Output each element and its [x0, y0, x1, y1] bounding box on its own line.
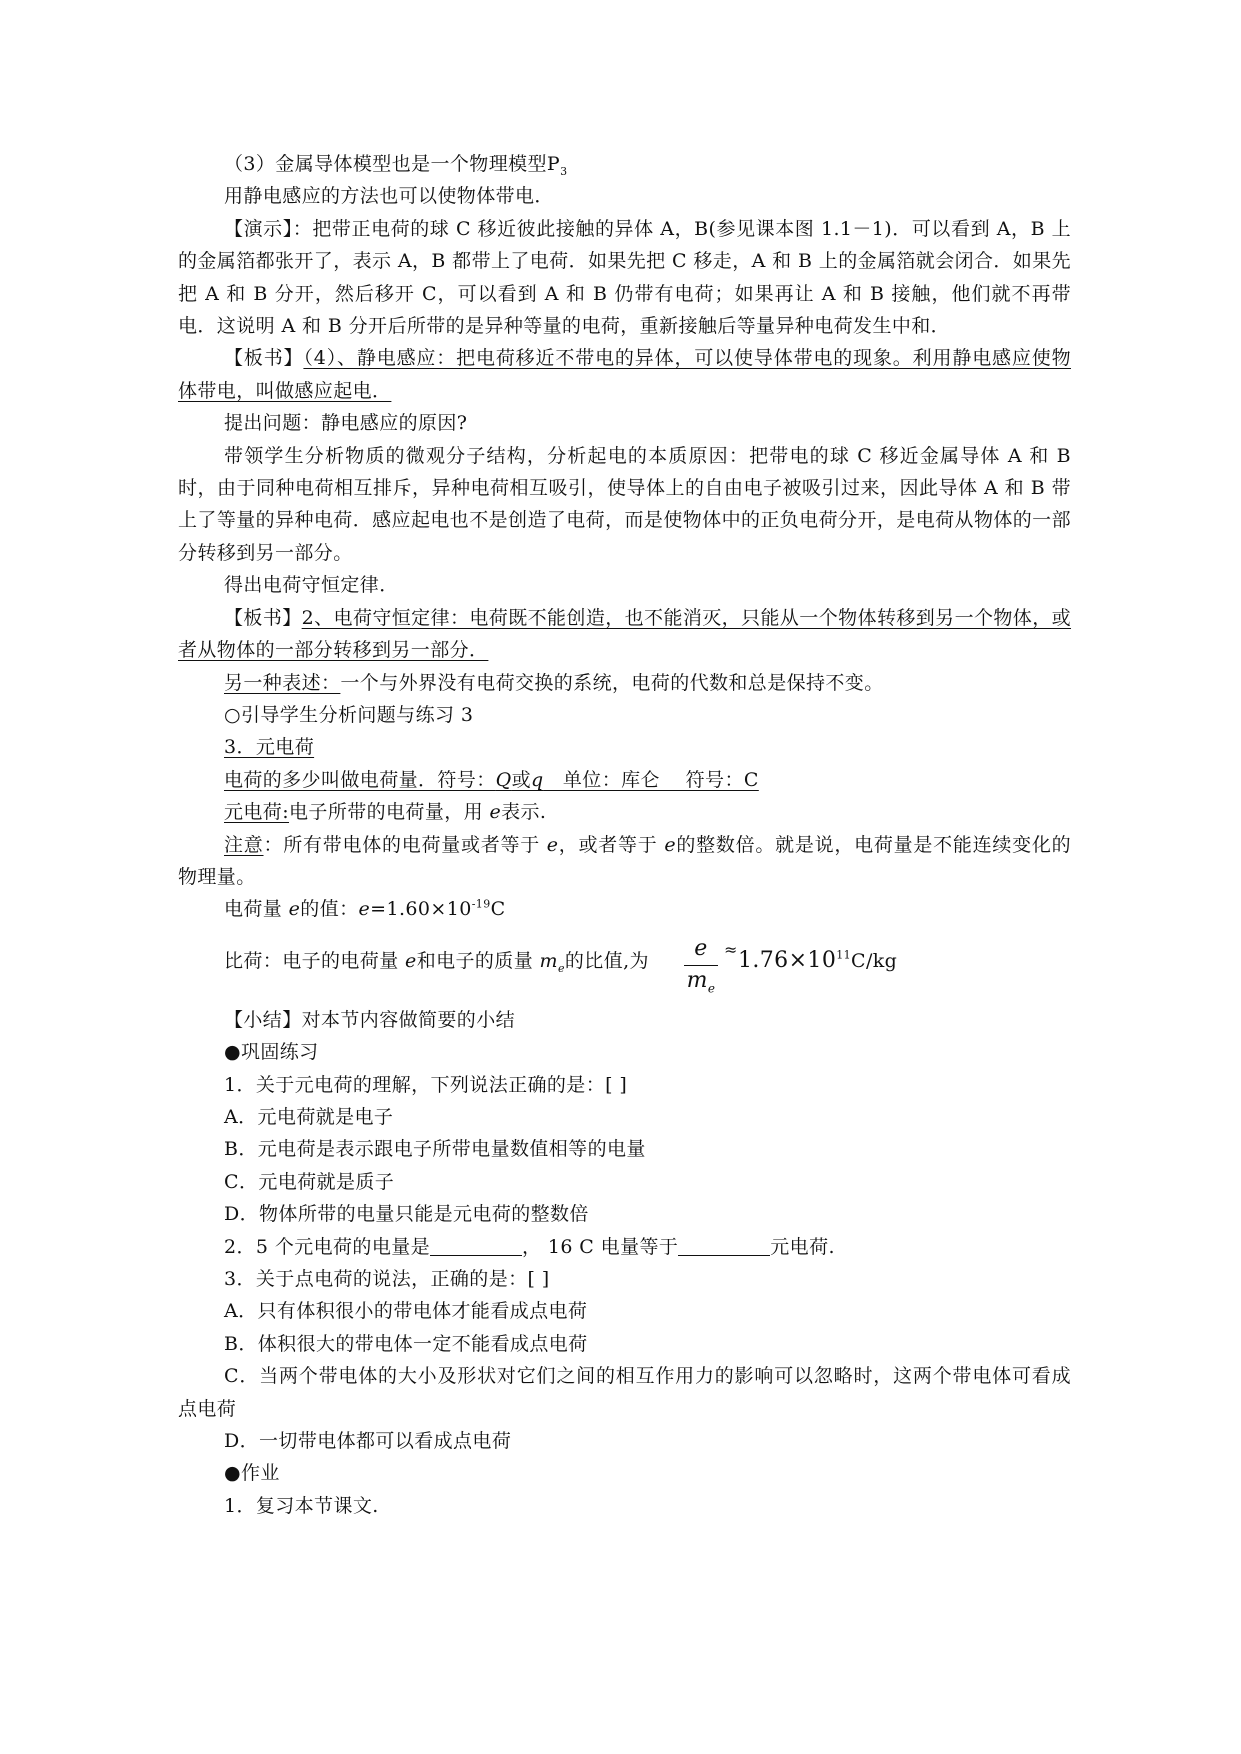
specific-charge-equation: 比荷：电子的电荷量 e和电子的质量 $m_e$的比值,为 e $m_e$ ≈ $1.76\times 10^{11}C/kg$	[224, 935, 898, 996]
paragraph-note: 注意：所有带电体的电荷量或者等于 e，或者等于 e的整数倍。就是说，电荷量是不能连续变化的物理量。	[178, 833, 1071, 888]
question-3-stem: 3．关于点电荷的说法，正确的是：[ ]	[224, 1268, 550, 1290]
board-label: 【板书】	[224, 347, 304, 370]
paragraph-model	[178, 148, 1071, 180]
paragraph-demo: 【演示】：把带正电荷的球 C 移近彼此接触的异体 A，B(参见课本图 1.1－1)．可以看到 A，B 上的金属箔都张开了，表示 A，B 都带上了电荷．如果先把 C 移走，A 和 B 上的金属箔就会闭合．如果先把 A 和 B 分开，然后移开 C，可以看到 A 和 B 仍带有电荷；如果再让 A 和 B 接触，他们就不再带电．这说明 A 和 B 分开后所带的是异种等量的电荷，重新接触后等量异种电荷发生中和．	[178, 217, 1071, 338]
paragraph-charge-quantity: 电荷的多少叫做电荷量．符号：Q或q 单位：库仑 符号：C	[224, 768, 759, 791]
paragraph-induction-intro: 用静电感应的方法也可以使物体带电．	[224, 185, 554, 208]
paragraph-elementary-def: 元电荷:电子所带的电荷量，用 e表示.	[224, 801, 547, 824]
elementary-charge-heading: 3．元电荷	[224, 736, 315, 759]
paragraph-summary: 【小结】对本节内容做简要的小结	[224, 1008, 516, 1031]
question-1-option: A．元电荷就是电子	[224, 1105, 394, 1128]
paragraph-analysis: 带领学生分析物质的微观分子结构，分析起电的本质原因：把带电的球 C 移近金属导体 A 和 B 时，由于同种电荷相互排斥，异种电荷相互吸引，使导体上的自由电子被吸引过来，因此导体 A 和 B 带上了等量的异种电荷．感应起电也不是创造了电荷，而是使物体中的正负电荷分开，是电荷从物体的一部分转移到另一部分。	[178, 444, 1071, 564]
board-conservation-text: 2、电荷守恒定律：电荷既不能创造，也不能消灭，只能从一个物体转移到另一个物体，或者从物体的一部分转移到另一部分．	[178, 606, 1072, 662]
approx-sign: ≈	[724, 939, 738, 959]
paragraph-homework-item: 1．复习本节课文.	[224, 1494, 379, 1517]
paragraph-conservation-intro: 得出电荷守恒定律．	[224, 574, 399, 597]
paragraph-guide: ○引导学生分析问题与练习 3	[224, 703, 474, 726]
paragraph-board-conservation	[178, 602, 1071, 667]
paragraph-board-induction	[178, 342, 1071, 407]
board-label: 【板书】	[224, 606, 302, 629]
fraction-bar	[684, 965, 718, 966]
question-1-option: B．元电荷是表示跟电子所带电量数值相等的电量	[224, 1138, 646, 1161]
model-text: （3）金属导体模型也是一个物理模型P	[224, 153, 561, 175]
paragraph-charge-value: 电荷量 e的值：$e=1.60\times 10^{-19}C$	[224, 898, 506, 921]
answer-blank[interactable]	[430, 1235, 522, 1256]
question-1-option: C．元电荷就是质子	[224, 1170, 395, 1193]
question-3-option: A．只有体积很小的带电体才能看成点电荷	[224, 1300, 588, 1323]
paragraph-homework-heading: ●作业	[224, 1462, 280, 1485]
paragraph-alt-statement	[178, 667, 1071, 699]
paragraph-practice-heading: ●巩固练习	[224, 1041, 319, 1064]
paragraph-elementary-heading	[178, 731, 1071, 763]
note-label: 注意	[224, 833, 264, 856]
question-1-stem: 1．关于元电荷的理解，下列说法正确的是：[ ]	[224, 1073, 628, 1096]
question-1-option: D．物体所带的电量只能是元电荷的整数倍	[224, 1203, 589, 1226]
paragraph-question: 提出问题：静电感应的原因?	[224, 412, 468, 435]
exponent: -19	[471, 898, 491, 912]
alt-statement-label: 另一种表述：	[224, 671, 341, 694]
page-ref-sub: 3	[560, 164, 568, 178]
question-3-option: C．当两个带电体的大小及形状对它们之间的相互作用力的影响可以忽略时，这两个带电体可看成点电荷	[178, 1365, 1071, 1420]
question-3-option: B．体积很大的带电体一定不能看成点电荷	[224, 1332, 588, 1355]
fraction-e-over-me: e $m_e$	[684, 936, 718, 994]
board-induction-text: （4）、静电感应：把电荷移近不带电的异体，可以使导体带电的现象。利用静电感应使物体带电，叫做感应起电．	[178, 347, 1071, 402]
elementary-label: 元电荷:	[224, 801, 290, 824]
answer-blank[interactable]	[678, 1235, 770, 1256]
alt-statement-text: 一个与外界没有电荷交换的系统，电荷的代数和总是保持不变。	[340, 671, 884, 694]
question-2: 2．5 个元电荷的电量是 ， 16 C 电量等于 元电荷.	[224, 1235, 835, 1258]
question-3-option: D．一切带电体都可以看成点电荷	[224, 1430, 512, 1453]
document-body	[178, 148, 1071, 1522]
